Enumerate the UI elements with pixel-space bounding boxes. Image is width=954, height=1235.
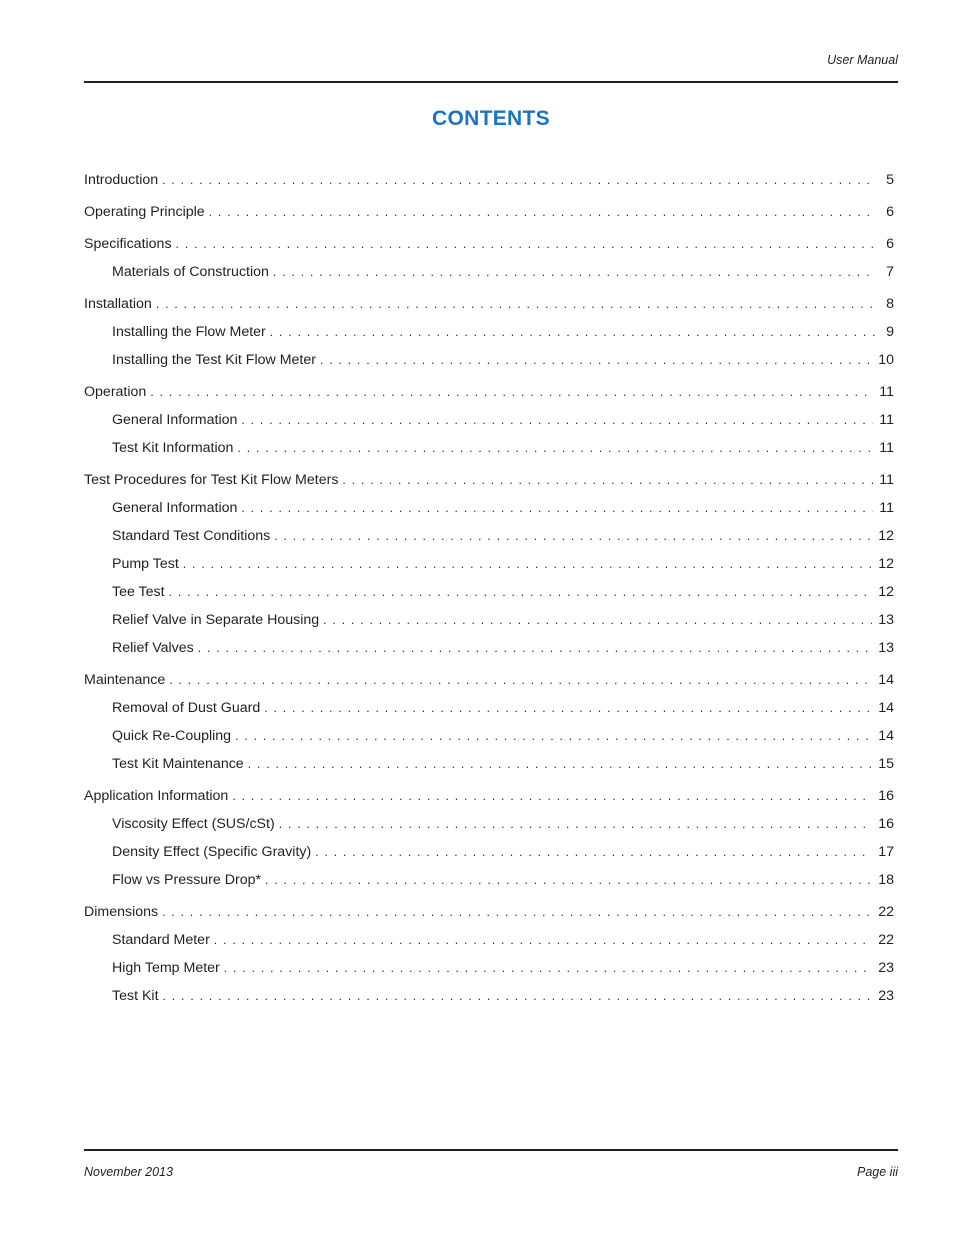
toc-leader-dots	[342, 468, 873, 492]
toc-entry[interactable]	[84, 724, 894, 748]
toc-leader-dots	[150, 380, 873, 404]
toc-leader-dots	[323, 608, 872, 632]
toc-entry-label: Installation	[84, 296, 152, 312]
toc-entry-label: General Information	[112, 500, 238, 516]
toc-entry[interactable]	[84, 668, 894, 692]
footer-page-number: Page iii	[857, 1165, 898, 1179]
toc-leader-dots	[224, 956, 872, 980]
toc-entry-page: 17	[878, 844, 894, 860]
toc-entry-page: 13	[878, 640, 894, 656]
toc-leader-dots	[183, 552, 872, 576]
toc-entry-label: Test Procedures for Test Kit Flow Meters	[84, 472, 339, 488]
toc-entry[interactable]	[84, 436, 894, 460]
toc-entry-label: Relief Valve in Separate Housing	[112, 612, 320, 628]
toc-entry-page: 23	[878, 988, 894, 1004]
toc-entry-label: Installing the Flow Meter	[112, 324, 266, 340]
toc-entry-label: Viscosity Effect (SUS/cSt)	[112, 816, 275, 832]
toc-entry-page: 10	[878, 352, 894, 368]
toc-leader-dots	[232, 784, 872, 808]
toc-entry-label: Standard Meter	[112, 932, 210, 948]
toc-entry-page: 8	[886, 296, 894, 312]
table-of-contents	[84, 168, 894, 1008]
toc-entry-page: 22	[878, 904, 894, 920]
toc-leader-dots	[241, 496, 873, 520]
toc-entry-label: Test Kit	[112, 988, 159, 1004]
toc-entry[interactable]	[84, 168, 894, 192]
toc-entry[interactable]	[84, 320, 894, 344]
toc-entry[interactable]	[84, 408, 894, 432]
toc-entry-label: Application Information	[84, 788, 229, 804]
toc-leader-dots	[163, 984, 873, 1008]
toc-leader-dots	[156, 292, 876, 316]
toc-entry[interactable]	[84, 900, 894, 924]
toc-entry-page: 16	[878, 816, 894, 832]
toc-entry-label: Maintenance	[84, 672, 166, 688]
toc-entry-page: 12	[878, 556, 894, 572]
toc-entry-label: High Temp Meter	[112, 960, 220, 976]
toc-leader-dots	[241, 408, 873, 432]
toc-entry-page: 7	[886, 264, 894, 280]
toc-entry-label: Operating Principle	[84, 204, 205, 220]
toc-entry-page: 14	[878, 728, 894, 744]
toc-entry[interactable]	[84, 608, 894, 632]
toc-leader-dots	[214, 928, 872, 952]
toc-entry-page: 11	[879, 412, 894, 428]
toc-entry[interactable]	[84, 868, 894, 892]
toc-leader-dots	[264, 696, 872, 720]
toc-entry-label: Installing the Test Kit Flow Meter	[112, 352, 316, 368]
toc-entry-page: 12	[878, 584, 894, 600]
header-rule	[84, 81, 898, 83]
toc-leader-dots	[315, 840, 872, 864]
toc-entry[interactable]	[84, 752, 894, 776]
toc-entry-page: 16	[878, 788, 894, 804]
toc-entry-label: Tee Test	[112, 584, 165, 600]
toc-leader-dots	[273, 260, 876, 284]
toc-entry[interactable]	[84, 200, 894, 224]
footer-date: November 2013	[84, 1165, 173, 1179]
toc-entry-label: Flow vs Pressure Drop*	[112, 872, 262, 888]
toc-entry-label: Test Kit Information	[112, 440, 234, 456]
toc-leader-dots	[169, 580, 873, 604]
toc-entry[interactable]	[84, 260, 894, 284]
toc-leader-dots	[176, 232, 876, 256]
toc-entry[interactable]	[84, 928, 894, 952]
toc-entry-page: 18	[878, 872, 894, 888]
toc-entry-page: 11	[879, 472, 894, 488]
toc-entry-label: Specifications	[84, 236, 172, 252]
toc-entry[interactable]	[84, 232, 894, 256]
toc-entry[interactable]	[84, 812, 894, 836]
toc-leader-dots	[320, 348, 872, 372]
toc-entry-page: 9	[886, 324, 894, 340]
toc-entry-label: Dimensions	[84, 904, 159, 920]
toc-entry[interactable]	[84, 580, 894, 604]
toc-entry-label: Removal of Dust Guard	[112, 700, 261, 716]
toc-entry-page: 11	[879, 384, 894, 400]
toc-leader-dots	[198, 636, 872, 660]
toc-leader-dots	[209, 200, 876, 224]
toc-entry-label: Quick Re-Coupling	[112, 728, 232, 744]
toc-entry-label: Relief Valves	[112, 640, 194, 656]
toc-entry-label: Materials of Construction	[112, 264, 269, 280]
toc-entry-page: 12	[878, 528, 894, 544]
toc-entry-page: 14	[878, 672, 894, 688]
toc-leader-dots	[162, 168, 876, 192]
toc-entry[interactable]	[84, 552, 894, 576]
toc-entry[interactable]	[84, 984, 894, 1008]
toc-entry-label: Introduction	[84, 172, 159, 188]
toc-entry[interactable]	[84, 292, 894, 316]
page-title: CONTENTS	[432, 107, 550, 130]
toc-entry[interactable]	[84, 956, 894, 980]
toc-entry-page: 15	[878, 756, 894, 772]
toc-entry-page: 23	[878, 960, 894, 976]
toc-entry-page: 11	[879, 440, 894, 456]
toc-entry-label: Test Kit Maintenance	[112, 756, 244, 772]
toc-leader-dots	[235, 724, 872, 748]
toc-entry[interactable]	[84, 784, 894, 808]
toc-leader-dots	[274, 524, 872, 548]
toc-entry[interactable]	[84, 840, 894, 864]
toc-entry-label: Pump Test	[112, 556, 179, 572]
toc-entry-page: 14	[878, 700, 894, 716]
toc-leader-dots	[237, 436, 873, 460]
toc-entry-page: 13	[878, 612, 894, 628]
toc-leader-dots	[279, 812, 873, 836]
toc-leader-dots	[270, 320, 876, 344]
toc-entry-label: Density Effect (Specific Gravity)	[112, 844, 312, 860]
toc-entry[interactable]	[84, 380, 894, 404]
toc-entry-page: 6	[886, 236, 894, 252]
toc-entry-page: 6	[886, 204, 894, 220]
toc-leader-dots	[162, 900, 872, 924]
footer-rule	[84, 1149, 898, 1151]
toc-entry-label: Operation	[84, 384, 147, 400]
header-manual-label: User Manual	[827, 53, 898, 67]
toc-entry[interactable]	[84, 348, 894, 372]
toc-entry[interactable]	[84, 496, 894, 520]
toc-entry-page: 5	[886, 172, 894, 188]
toc-entry-page: 22	[878, 932, 894, 948]
toc-entry[interactable]	[84, 468, 894, 492]
toc-entry-label: Standard Test Conditions	[112, 528, 271, 544]
toc-leader-dots	[169, 668, 872, 692]
toc-entry[interactable]	[84, 636, 894, 660]
toc-entry[interactable]	[84, 524, 894, 548]
toc-leader-dots	[248, 752, 873, 776]
toc-leader-dots	[265, 868, 872, 892]
toc-entry[interactable]	[84, 696, 894, 720]
toc-entry-page: 11	[879, 500, 894, 516]
toc-entry-label: General Information	[112, 412, 238, 428]
